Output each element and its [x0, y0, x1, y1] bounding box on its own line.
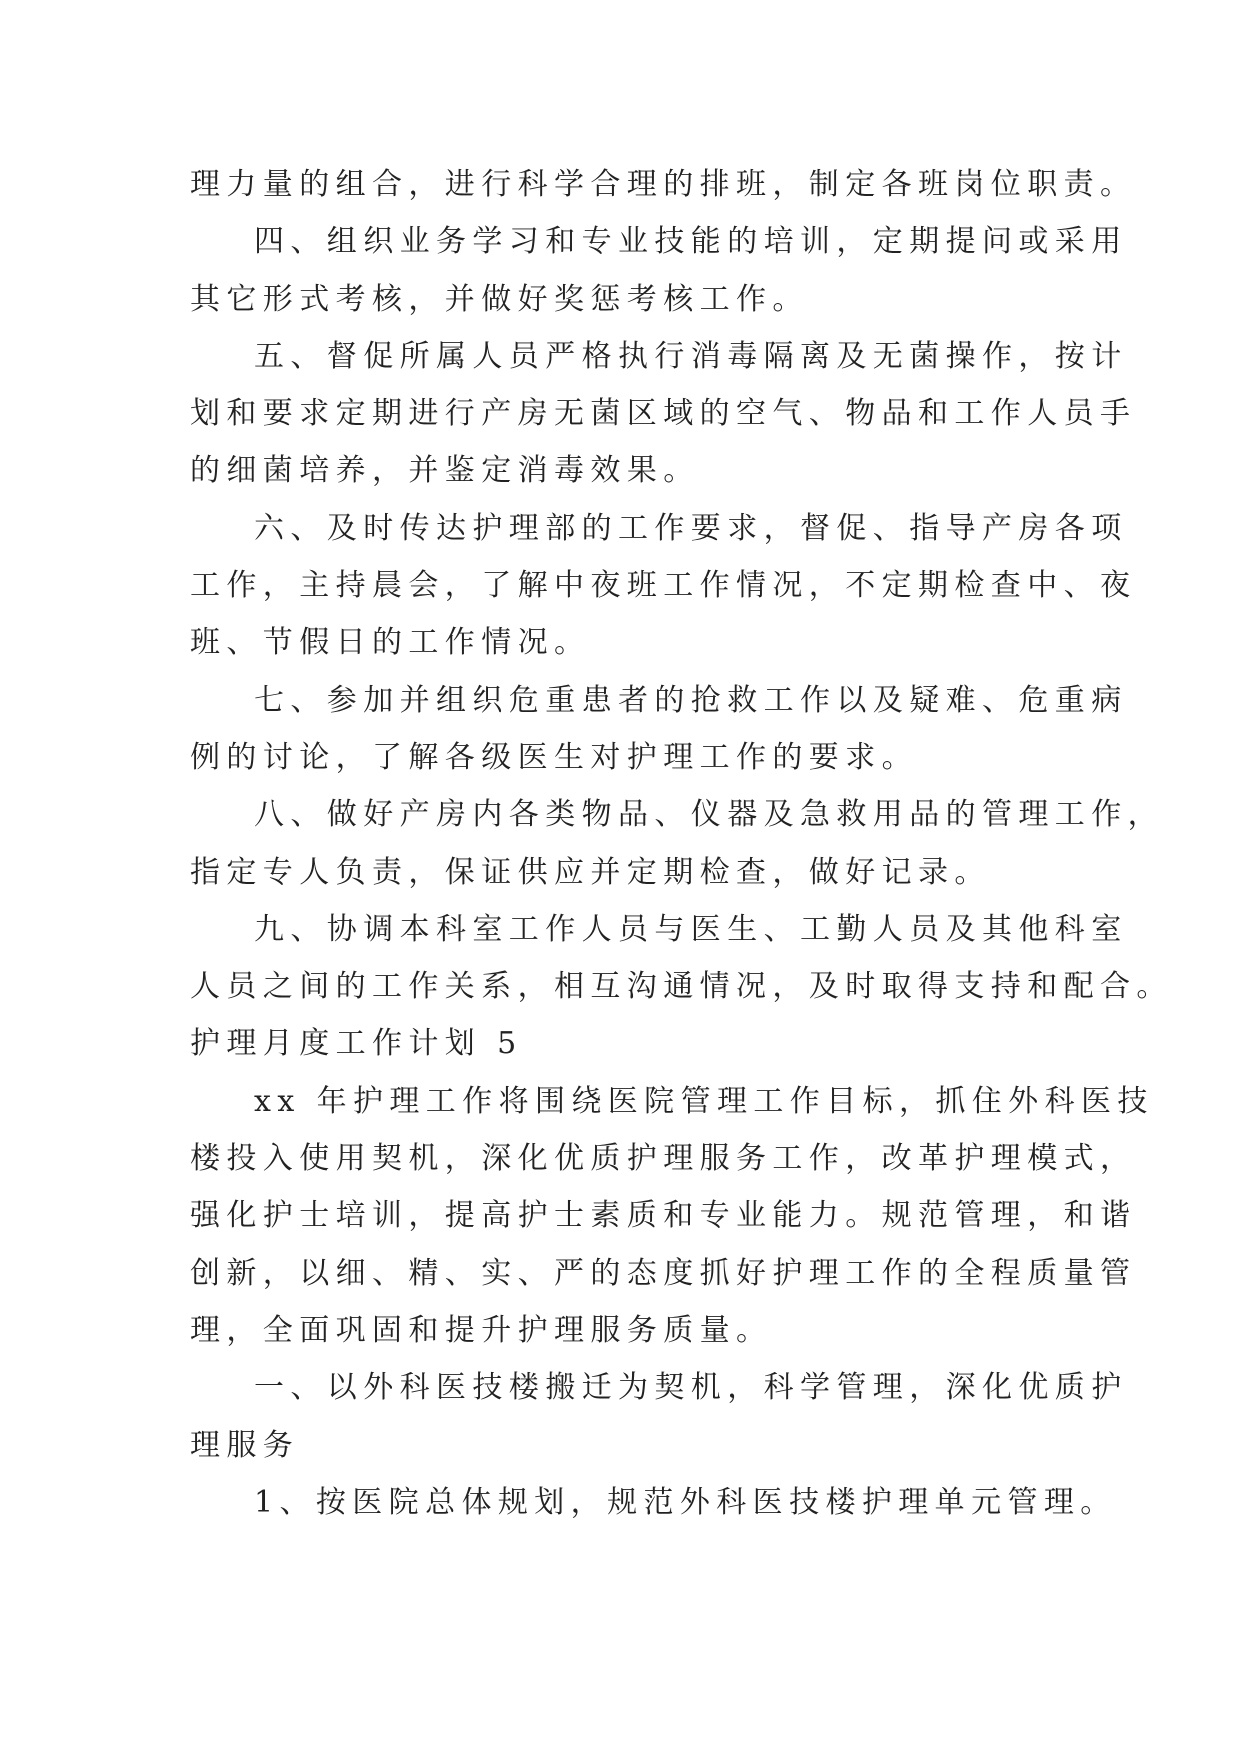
text-line: 强化护士培训，提高护士素质和专业能力。规范管理，和谐 [190, 1198, 1137, 1234]
text-line: 七、参加并组织危重患者的抢救工作以及疑难、危重病 [254, 682, 1128, 718]
text-line: 划和要求定期进行产房无菌区域的空气、物品和工作人员手 [190, 396, 1137, 432]
text-line: 理，全面巩固和提升护理服务质量。 [190, 1312, 773, 1348]
text-line: 工作，主持晨会，了解中夜班工作情况，不定期检查中、夜 [190, 568, 1137, 604]
text-line: 九、协调本科室工作人员与医生、工勤人员及其他科室 [254, 911, 1128, 947]
text-line: 一、以外科医技楼搬迁为契机，科学管理，深化优质护 [254, 1370, 1128, 1406]
text-line: 五、督促所属人员严格执行消毒隔离及无菌操作，按计 [254, 338, 1128, 374]
text-line: 人员之间的工作关系，相互沟通情况，及时取得支持和配合。 [190, 969, 1173, 1005]
text-line: 楼投入使用契机，深化优质护理服务工作，改革护理模式， [190, 1141, 1137, 1177]
text-line: 四、组织业务学习和专业技能的培训，定期提问或采用 [254, 224, 1128, 260]
text-line: 创新，以细、精、实、严的态度抓好护理工作的全程质量管 [190, 1255, 1137, 1291]
text-line: 理服务 [190, 1427, 300, 1463]
section-heading: 护理月度工作计划 5 [190, 1026, 523, 1062]
text-line: 八、做好产房内各类物品、仪器及急救用品的管理工作， [254, 797, 1164, 833]
text-line: xx 年护理工作将围绕医院管理工作目标，抓住外科医技 [254, 1083, 1154, 1119]
text-line: 六、及时传达护理部的工作要求，督促、指导产房各项 [254, 510, 1128, 546]
text-line: 例的讨论，了解各级医生对护理工作的要求。 [190, 739, 918, 775]
text-line: 理力量的组合，进行科学合理的排班，制定各班岗位职责。 [190, 167, 1137, 202]
text-line: 指定专人负责，保证供应并定期检查，做好记录。 [190, 854, 991, 890]
text-line: 其它形式考核，并做好奖惩考核工作。 [190, 281, 809, 317]
text-line: 1、按医院总体规划，规范外科医技楼护理单元管理。 [254, 1484, 1117, 1520]
text-line: 班、节假日的工作情况。 [190, 625, 591, 661]
text-line: 的细菌培养，并鉴定消毒效果。 [190, 453, 700, 489]
